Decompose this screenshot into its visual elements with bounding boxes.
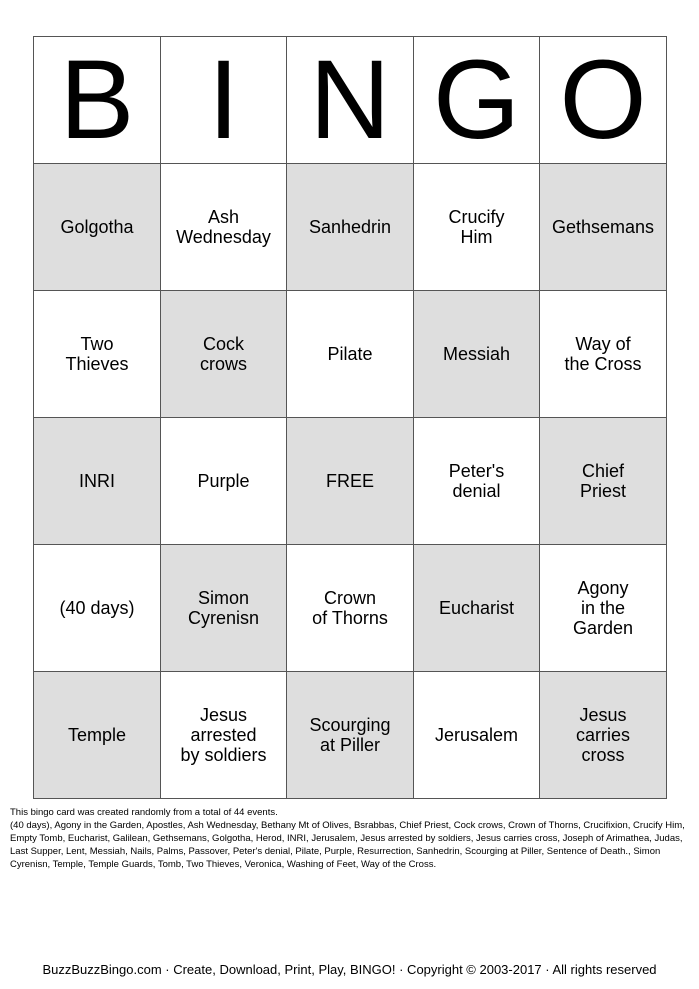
cell-text: INRI: [79, 471, 115, 491]
bingo-cell: [287, 291, 414, 418]
bingo-cell: [540, 291, 667, 418]
cell-text: (40 days): [59, 598, 135, 618]
header-letter-o: O: [540, 37, 667, 164]
cell-text: arrested: [190, 725, 257, 745]
cell-text: by soldiers: [180, 745, 267, 765]
cell-text: Simon: [197, 588, 250, 608]
cell-text: Gethsemans: [551, 217, 655, 237]
cell-text: cross: [581, 745, 625, 765]
cell-text: Two: [80, 334, 114, 354]
bingo-cell: [287, 418, 414, 545]
cell-text: Him: [460, 227, 493, 247]
cell-text: Jerusalem: [434, 725, 519, 745]
cell-text: Ash: [207, 207, 240, 227]
bingo-cell: [34, 672, 161, 799]
bingo-cell: [34, 418, 161, 545]
cell-text: Peter's: [448, 461, 505, 481]
card-row: [34, 418, 667, 545]
cell-text: crows: [199, 354, 247, 374]
bingo-cell: [34, 545, 161, 672]
bingo-cell: [34, 291, 161, 418]
bingo-cell: [414, 164, 540, 291]
bingo-card: [33, 36, 667, 799]
cell-text: Scourging: [309, 715, 391, 735]
bingo-cell: [161, 291, 287, 418]
cell-text: Cyrenisn: [187, 608, 260, 628]
bingo-cell: [540, 164, 667, 291]
header-letter-n: N: [287, 37, 414, 164]
cell-text: Cock: [202, 334, 244, 354]
card-row: [34, 291, 667, 418]
cell-text: Sanhedrin: [308, 217, 392, 237]
header-letter-i: I: [161, 37, 287, 164]
cell-text: Eucharist: [438, 598, 515, 618]
cell-text: Jesus: [579, 705, 627, 725]
card-info: [10, 806, 690, 871]
info-summary: This bingo card was created randomly from a total of 44 events.: [10, 807, 278, 818]
cell-text: Jesus: [199, 705, 248, 725]
bingo-cell: [414, 672, 540, 799]
cell-text: the Cross: [564, 354, 642, 374]
cell-text: Crown: [323, 588, 376, 608]
bingo-cell: [161, 545, 287, 672]
bingo-cell: [287, 672, 414, 799]
bingo-cell: [540, 672, 667, 799]
cell-text: Priest: [579, 481, 626, 501]
cell-text: Golgotha: [60, 217, 134, 237]
cell-text: Crucify: [448, 207, 505, 227]
bingo-cell: [161, 672, 287, 799]
bingo-cell: [34, 164, 161, 291]
cell-text: Way of: [575, 334, 631, 354]
bingo-cell: [540, 418, 667, 545]
card-row: [34, 545, 667, 672]
cell-text: Wednesday: [176, 227, 271, 247]
cell-text: Agony: [577, 578, 629, 598]
card-row: [34, 164, 667, 291]
cell-text: Pilate: [327, 344, 373, 364]
bingo-cell: [540, 545, 667, 672]
bingo-cell: [414, 291, 540, 418]
cell-text: FREE: [325, 471, 374, 491]
footer-text: BuzzBuzzBingo.com · Create, Download, Print, Play, BINGO! · Copyright © 2003-2017 · All rights reserved: [42, 962, 657, 977]
cell-text: denial: [452, 481, 501, 501]
cell-text: Temple: [67, 725, 127, 745]
cell-text: at Piller: [319, 735, 381, 755]
bingo-cell: [161, 418, 287, 545]
cell-text: Garden: [572, 618, 634, 638]
cell-text: in the: [580, 598, 626, 618]
bingo-cell: [414, 418, 540, 545]
card-row: [34, 672, 667, 799]
header-row: [34, 37, 667, 164]
header-letter-g: G: [414, 37, 540, 164]
bingo-cell: [161, 164, 287, 291]
bingo-cell: [287, 164, 414, 291]
cell-text: of Thorns: [312, 608, 388, 628]
cell-text: Messiah: [442, 344, 511, 364]
bingo-cell: [414, 545, 540, 672]
cell-text: carries: [575, 725, 630, 745]
bingo-cell: [287, 545, 414, 672]
cell-text: Thieves: [65, 354, 129, 374]
info-event-list: (40 days), Agony in the Garden, Apostles, Ash Wednesday, Bethany Mt of Olives, Bsrabbas, Chief Priest, Cock crows, Crown of Thorns, Crucifixion, Crucify Him, Empty Tomb, Eucharist, Galilean, Gethsemans, Golgotha, Herod, INRI, Jerusalem, Jesus arrested by soldiers, Jesus carries cross, Joseph of Arimathea, Judas, Last Supper, Lent, Messiah, Nails, Palms, Passover, Peter's denial, Pilate, Purple, Resurrection, Sanhedrin, Scourging at Piller, Sentence of Death., Simon Cyrenisn, Temple, Temple Guards, Tomb, Two Thieves, Veronica, Washing of Feet, Way of the Cross.: [10, 820, 685, 870]
cell-text: Chief: [581, 461, 625, 481]
cell-text: Purple: [197, 471, 250, 491]
header-letter-b: B: [34, 37, 161, 164]
